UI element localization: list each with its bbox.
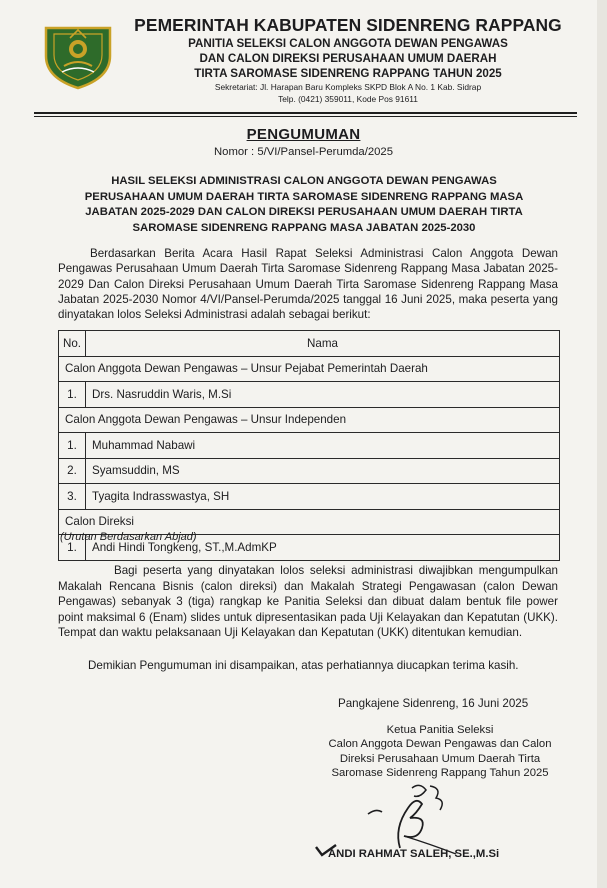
closing-sentence: Demikian Pengumuman ini disampaikan, atas perhatiannya diucapkan terima kasih.	[88, 659, 519, 672]
group-directors: Calon Direksi	[59, 509, 560, 535]
letterhead-divider	[34, 112, 577, 114]
handwritten-signature-icon	[360, 778, 480, 858]
intro-text: Berdasarkan Berita Acara Hasil Rapat Seleksi Administrasi Calon Anggota Dewan Pengawas Perusahaan Umum Daerah Tirta Saromase Sidenreng Rappang Masa Jabatan 2025-2029 Dan Calon Direksi Perusahaan Umum Daerah Tirta Saromase Sidenreng Rappang Masa Jabatan 2025-2030 Nomor 4/VI/Pansel-Perumda/2025 tanggal 16 Juni 2025, maka peserta yang dinyatakan lolos Seleksi Administrasi adalah sebagai berikut:	[58, 247, 558, 322]
row-number: 3.	[59, 484, 86, 510]
instructions-paragraph	[58, 563, 558, 641]
group-supervisory-government: Calon Anggota Dewan Pengawas – Unsur Pejabat Pemerintah Daerah	[59, 356, 560, 382]
row-name: Syamsuddin, MS	[86, 458, 560, 484]
row-number: 2.	[59, 458, 86, 484]
letterhead-committee-3: TIRTA SAROMASE SIDENRENG RAPPANG TAHUN 2025	[194, 67, 502, 80]
letterhead	[128, 14, 568, 105]
participants-table	[58, 330, 560, 561]
table-group-row	[59, 407, 560, 433]
signatory-block	[320, 723, 560, 781]
subject-line: JABATAN 2025-2029 DAN CALON DIREKSI PERUSAHAAN UMUM DAERAH TIRTA	[85, 206, 523, 218]
letterhead-address: Sekretariat: Jl. Harapan Baru Kompleks SKPD Blok A No. 1 Kab. Sidrap	[214, 82, 482, 92]
order-note: (Urutan Berdasarkan Abjad)	[60, 531, 197, 543]
instructions-text: Bagi peserta yang dinyatakan lolos seleksi administrasi diwajibkan mengumpulkan Makalah Rencana Bisnis (calon direksi) dan Makalah Strategi Pengawasan (calon Dewan Pengawas) sebanyak 3 (tiga) rangkap ke Panitia Seleksi dan dibuat dalam bentuk file power point maksimal 6 (Enam) slides untuk dipresentasikan pada Uji Kelayakan dan Kepatutan (UKK). Tempat dan waktu pelaksanaan Uji Kelayakan dan Kepatutan (UKK) ditentukan kemudian.	[58, 564, 558, 640]
document-title: PENGUMUMAN	[246, 126, 361, 143]
letterhead-government: PEMERINTAH KABUPATEN SIDENRENG RAPPANG	[134, 15, 562, 35]
subject-line: PERUSAHAAN UMUM DAERAH TIRTA SAROMASE SIDENRENG RAPPANG MASA	[84, 190, 524, 203]
place-date: Pangkajene Sidenreng, 16 Juni 2025	[338, 697, 529, 710]
regency-emblem-icon	[40, 22, 116, 90]
row-number: 1.	[59, 535, 86, 561]
subject-line: SAROMASE SIDENRENG RAPPANG MASA JABATAN 2025-2030	[132, 221, 476, 234]
letterhead-phone: Telp. (0421) 359011, Kode Pos 91611	[278, 94, 418, 104]
row-number: 1.	[59, 382, 86, 408]
signatory-name: ANDI RAHMAT SALEH, SE.,M.Si	[328, 848, 500, 860]
signatory-role: Ketua Panitia Seleksi	[386, 724, 494, 736]
header-name: Nama	[86, 331, 560, 357]
row-number: 1.	[59, 433, 86, 459]
table-header-row	[59, 331, 560, 357]
signatory-line: Saromase Sidenreng Rappang Tahun 2025	[331, 767, 549, 780]
table-row	[59, 433, 560, 459]
letterhead-committee: PANITIA SELEKSI CALON ANGGOTA DEWAN PENGAWAS	[188, 37, 508, 50]
group-supervisory-independent: Calon Anggota Dewan Pengawas – Unsur Independen	[59, 407, 560, 433]
table-row	[59, 382, 560, 408]
row-name: Andi Hindi Tongkeng, ST.,M.AdmKP	[86, 535, 560, 561]
table-row	[59, 458, 560, 484]
document-number: Nomor : 5/VI/Pansel-Perumda/2025	[214, 146, 393, 158]
row-name: Drs. Nasruddin Waris, M.Si	[86, 382, 560, 408]
table-group-row	[59, 356, 560, 382]
page-edge-shadow	[597, 0, 607, 888]
row-name: Tyagita Indrasswastya, SH	[86, 484, 560, 510]
letterhead-divider-thin	[34, 116, 577, 117]
table-row	[59, 484, 560, 510]
document-subject	[54, 174, 554, 236]
row-name: Muhammad Nabawi	[86, 433, 560, 459]
signatory-line: Calon Anggota Dewan Pengawas dan Calon	[328, 738, 552, 751]
signatory-line: Direksi Perusahaan Umum Daerah Tirta	[339, 752, 541, 765]
subject-line: HASIL SELEKSI ADMINISTRASI CALON ANGGOTA DEWAN PENGAWAS	[111, 175, 497, 187]
letterhead-committee-2: DAN CALON DIREKSI PERUSAHAAN UMUM DAERAH	[199, 52, 497, 65]
header-no: No.	[59, 331, 86, 357]
intro-paragraph	[58, 246, 558, 322]
